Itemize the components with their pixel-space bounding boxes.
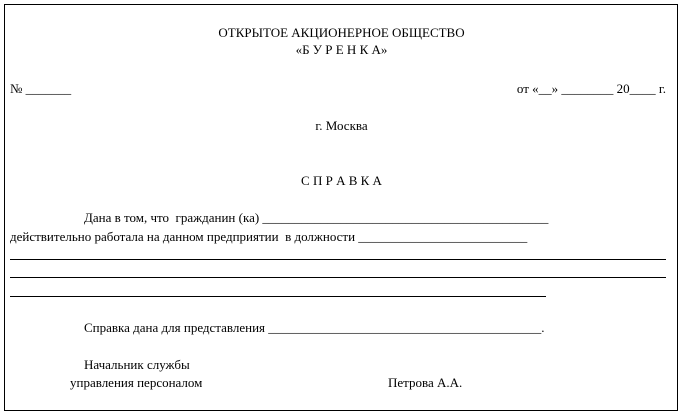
body-line-2: действительно работала на данном предприятии в должности __________________________ (10, 229, 528, 244)
signatory-name: Петрова А.А. (388, 375, 463, 390)
blank-line-2 (10, 277, 666, 278)
signatory-title-line2: управления персоналом (70, 375, 203, 390)
blank-line-3 (10, 296, 546, 297)
document-title: С П Р А В К А (301, 173, 382, 188)
org-name-line2: «Б У Р Е Н К А» (295, 42, 388, 57)
blank-line-1 (10, 259, 666, 260)
document-date-field: от «__» ________ 20____ г. (516, 81, 666, 96)
signatory-title-line1: Начальник службы (84, 357, 190, 372)
document-number-field: № _______ (10, 81, 72, 96)
org-name-line1: ОТКРЫТОЕ АКЦИОНЕРНОЕ ОБЩЕСТВО (218, 25, 465, 40)
body-line-1: Дана в том, что гражданин (ка) ____________________________________________ (84, 210, 549, 225)
city-line: г. Москва (315, 118, 368, 133)
purpose-line: Справка дана для представления __________________________________________. (84, 320, 545, 335)
document-frame (4, 4, 678, 411)
